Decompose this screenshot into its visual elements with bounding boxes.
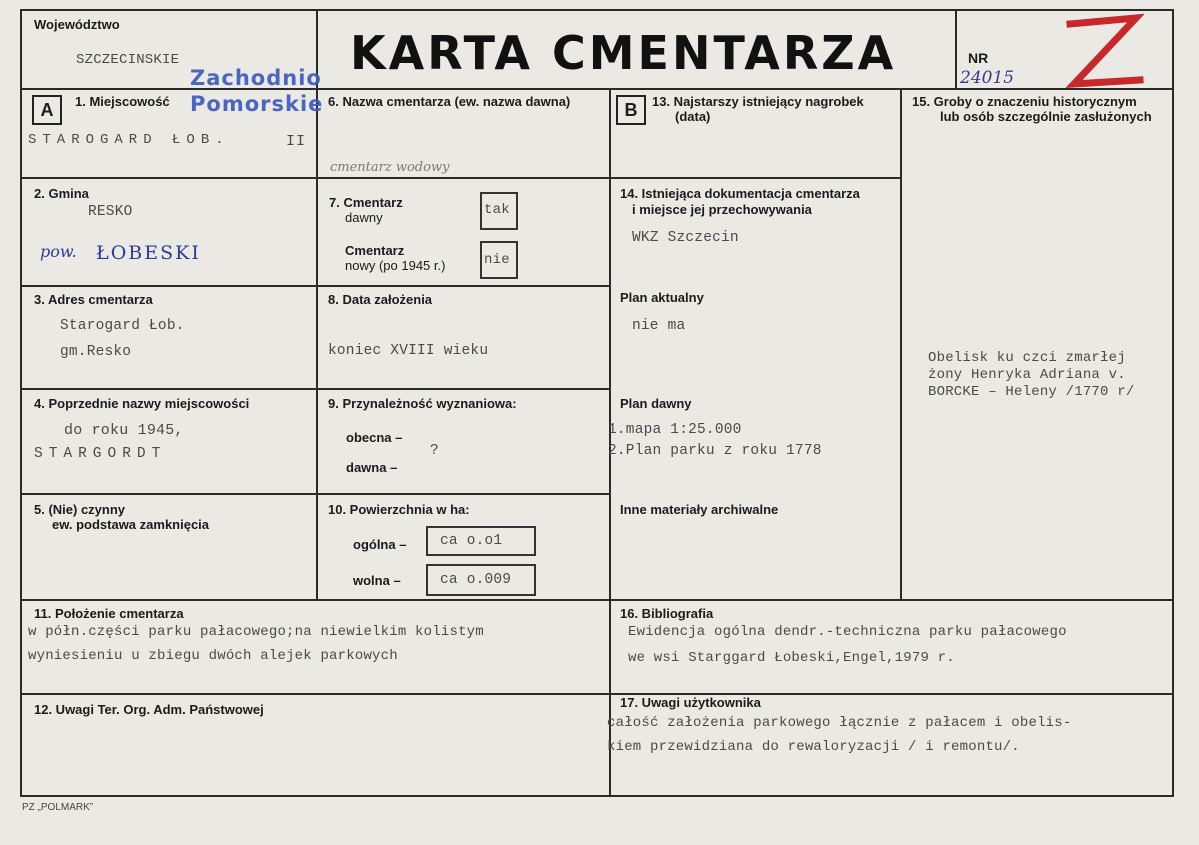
f10-wolna-label: wolna – (353, 573, 401, 588)
divider (609, 88, 611, 796)
divider (20, 493, 611, 495)
frame-right (1172, 9, 1174, 797)
f15-line3: BORCKE – Heleny /1770 r/ (928, 384, 1135, 400)
divider (900, 88, 902, 600)
nr-letter-z-mark (1062, 10, 1144, 92)
f7-dawny-box (480, 192, 518, 230)
f15-line2: żony Henryka Adriana v. (928, 367, 1126, 383)
card-title: KARTA CMENTARZA (350, 26, 897, 80)
frame-left (20, 9, 22, 797)
f7-dawny-value: tak (484, 202, 510, 218)
region-stamp-line1: Zachodnio (190, 66, 322, 90)
f3-line2: gm.Resko (60, 344, 132, 360)
f1-value: STAROGARD ŁOB. (28, 132, 230, 148)
divider (609, 177, 902, 179)
f2-hand-prefix: pow. (40, 242, 77, 261)
f13-label-1: 13. Najstarszy istniejący nagrobek (652, 94, 864, 109)
divider (316, 88, 318, 600)
f4-label: 4. Poprzednie nazwy miejscowości (34, 396, 250, 411)
f16-line2: we wsi Starggard Łobeski,Engel,1979 r. (628, 650, 955, 666)
section-a-letter: A (32, 95, 62, 125)
f10-ogolna-box (426, 526, 536, 556)
f15-label-2: lub osób szczególnie zasłużonych (940, 109, 1152, 124)
f1-label: 1. Miejscowość (75, 94, 170, 109)
f1-suffix: II (286, 133, 307, 150)
f7-nowy-value: nie (484, 252, 510, 268)
f10-wolna-box (426, 564, 536, 596)
divider (20, 177, 611, 179)
f14-label-1: 14. Istniejąca dokumentacja cmentarza (620, 186, 860, 201)
f10-ogolna-label: ogólna – (353, 537, 407, 552)
f4-line2: STARGORDT (34, 446, 167, 462)
f7-nowy-label-2: nowy (po 1945 r.) (345, 258, 446, 273)
f11-label: 11. Położenie cmentarza (34, 606, 184, 621)
f12-label: 12. Uwagi Ter. Org. Adm. Państwowej (34, 702, 264, 717)
f9-dawna-value: ? (430, 443, 439, 459)
f10-wolna-value: ca o.009 (440, 572, 512, 588)
divider (20, 285, 611, 287)
f7-nowy-box (480, 241, 518, 279)
plan-dawny-line2: 2.Plan parku z roku 1778 (608, 443, 822, 459)
f2-hand-value: ŁOBESKI (96, 242, 201, 264)
f6-value: cmentarz wodowy (330, 160, 450, 175)
f10-label: 10. Powierzchnia w ha: (328, 502, 470, 517)
wojewodztwo-label: Województwo (34, 17, 120, 32)
f15-line1: Obelisk ku czci zmarłej (928, 350, 1126, 366)
f9-obecna-label: obecna – (346, 430, 403, 445)
divider (20, 599, 1174, 601)
f11-line2: wyniesieniu u zbiegu dwóch alejek parkowych (28, 648, 398, 664)
plan-dawny-label: Plan dawny (620, 396, 692, 411)
f4-line1: do roku 1945, (64, 422, 184, 439)
f15-label-1: 15. Groby o znaczeniu historycznym (912, 94, 1137, 109)
nr-label: NR (968, 50, 989, 66)
f14-value: WKZ Szczecin (632, 230, 739, 246)
section-b-letter: B (616, 95, 646, 125)
plan-dawny-line1: 1.mapa 1:25.000 (608, 422, 742, 438)
f17-line2: kiem przewidziana do rewaloryzacji / i remontu/. (607, 739, 1020, 755)
f16-label: 16. Bibliografia (620, 606, 714, 621)
f9-dawna-label: dawna – (346, 460, 398, 475)
inne-materialy-label: Inne materiały archiwalne (620, 502, 779, 517)
f14-label-2: i miejsce jej przechowywania (632, 202, 812, 217)
f2-label: 2. Gmina (34, 186, 89, 201)
f7-dawny-label-2: dawny (345, 210, 383, 225)
nr-handwritten: 24015 (960, 68, 1015, 88)
f3-label: 3. Adres cmentarza (34, 292, 153, 307)
red-z-icon (1062, 10, 1144, 92)
f10-ogolna-value: ca o.o1 (440, 533, 503, 549)
f9-label: 9. Przynależność wyznaniowa: (328, 396, 517, 411)
f8-label: 8. Data założenia (328, 292, 433, 307)
divider (20, 693, 1174, 695)
f8-value: koniec XVIII wieku (328, 343, 489, 359)
f2-value: RESKO (88, 204, 133, 220)
f5-label-2: ew. podstawa zamknięcia (52, 517, 210, 532)
divider (955, 9, 957, 89)
f6-label: 6. Nazwa cmentarza (ew. nazwa dawna) (328, 94, 571, 109)
f17-label: 17. Uwagi użytkownika (620, 695, 761, 710)
f7-nowy-label-1: Cmentarz (345, 243, 405, 258)
f11-line1: w półn.części parku pałacowego;na niewielkim kolistym (28, 624, 484, 640)
f3-line1: Starogard Łob. (60, 318, 185, 334)
f5-label-1: 5. (Nie) czynny (34, 502, 126, 517)
f16-line1: Ewidencja ogólna dendr.-techniczna parku pałacowego (628, 624, 1067, 640)
f13-label-2: (data) (675, 109, 711, 124)
plan-aktualny-label: Plan aktualny (620, 290, 704, 305)
f7-dawny-label-1: 7. Cmentarz (329, 195, 403, 210)
region-stamp-line2: Pomorskie (190, 92, 324, 116)
plan-aktualny-value: nie ma (632, 318, 686, 334)
wojewodztwo-value: SZCZECINSKIE (76, 52, 180, 68)
f17-line1: całość założenia parkowego łącznie z pałacem i obelis- (607, 715, 1072, 731)
printer-imprint: PZ „POLMARK” (22, 802, 94, 813)
divider (20, 388, 611, 390)
frame-top (20, 9, 1174, 11)
frame-bottom (20, 795, 1174, 797)
